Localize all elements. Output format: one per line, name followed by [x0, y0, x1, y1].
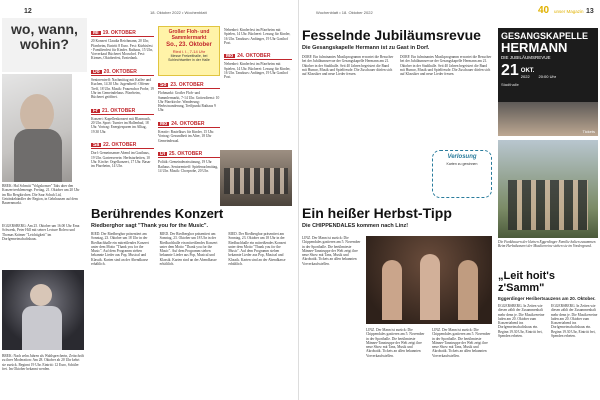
section-day: Mi: [93, 30, 99, 36]
events-column-1: [91, 28, 154, 170]
section-text: Flohmarkt: Großer Floh- und Sammlermarkt, 7-14 Uhr. Gottesdienst: 10 Uhr Pfarrkirche. Wanderung: Herbstwanderung, Treffpunkt Rathaus 9 Uhr.: [158, 91, 220, 113]
photo-man-guitar: [2, 74, 72, 182]
caption-brek-2-text: BREK: Nach zehn Jahren als Wahlsprecherin, Zeitschrift zu ihrer Moderation: Am 28. Oktober ab 20 Uhr kehrt sie zurück. Beginnt 19 Uhr. Eintritt: 12 Euro, Schüler frei. Im Oktober bekannt werden.: [2, 354, 84, 371]
herbst-article: [302, 206, 492, 229]
leit-subhead: Eggerdinger Heribertsauzens am 20. Oktober.: [498, 296, 596, 301]
section-date: 19. OKTOBER: [102, 30, 136, 36]
caption-brek-1-text: BREK: Hal Schmitt "Volgskonser" Taks uber den Konzertverklemenge. Freitag, 21. Oktober um 20 Uhr im Rio Bergkirchen. Die Saar Schuh Ltd, Getränkehändler der Region, in Gelnhausen auf dem Bauernmarkt.: [2, 184, 80, 206]
logo-label: unser Magazin: [554, 9, 584, 14]
poster-line3: DIE JUBILÄUMSREVUE: [501, 55, 551, 60]
stamp-line1: Verlosung: [447, 154, 477, 160]
herbst-col-1: [366, 328, 426, 358]
herbst-text: LINZ. Der Mann ist zurück: Die Chippendales gastieren am 5. November in der Sporthalle. Die berühmteste Männer-Tanztruppe der Welt zeigt ihre neue Show mit Tanz, Musik und Akrobatik. Tickets an allen bekannten Vorverkaufsstellen.: [302, 236, 361, 266]
leit-headline: „Leit hoit's z'Samm": [498, 270, 556, 294]
section-day: Mo: [226, 53, 234, 60]
section-header: [224, 53, 292, 60]
caption-brek-2: [2, 354, 84, 372]
poster-line2: HERMANN: [501, 40, 568, 55]
poster-date-row: [498, 61, 598, 81]
col-right-text-top: Nebenbei: Kinderfest im Pfarrheim mit Spielen, 14 Uhr. Bücherei: Lesung für Kinder, 16 Uhr. Tanzkurs: Anfänger, 19 Uhr Gasthof Post.: [224, 28, 291, 45]
poster-time: 20:00 Uhr: [538, 74, 557, 79]
revue-text-2: DORF. Ein fulminantes Musikprogramm erwartet die Besucher bei der Jubiläumsrevue der Gesangskapelle Hermann am 21. Oktober in der Stadthalle. Seit 40 Jahren begeistert die Band mit Humor, Musik und Spielfreude. Die Zuschauer dürfen sich auf Klassiker und neue Lieder freuen.: [400, 55, 492, 77]
right-header-date: Wochenblatt • 18. Oktober 2022: [316, 10, 373, 15]
section-header: [91, 30, 154, 37]
verlosung-stamp: [432, 150, 492, 198]
section-day: So: [160, 82, 167, 88]
section-date: 20. OKTOBER: [103, 68, 137, 75]
section-date: 24. OKTOBER: [171, 120, 205, 127]
herbst-body: [366, 328, 492, 358]
concert-article: [91, 206, 291, 229]
right-header: [302, 5, 600, 20]
section-text: Dorf: Gemeinsamer Abend im Gasthaus, 19 Uhr. Gartenverein: Herbstarbeiten, 10 Uhr. Kirche: Orgelkonzert, 17 Uhr. Basar im Pfarrheim, 14 Uhr.: [91, 151, 151, 169]
section-day: Di: [160, 150, 165, 157]
section-date: 25. OKTOBER: [169, 150, 203, 157]
page-fold: [298, 0, 299, 400]
photo-performer-stage: [2, 270, 84, 350]
section-date: 22. OKTOBER: [103, 142, 137, 149]
section-text: Konzert: Kapellenkonzert mit Blasmusik, 20 Uhr. Sport: Turnier im Hallenbad, 18 Uhr. Vortrag: Energiesparen im Alltag, 19.30 Uhr.: [91, 116, 151, 134]
section-header: [158, 121, 220, 128]
concert-text: RIED. Der Riedberghor präsentiert am Sonntag, 23. Oktober um 18 Uhr in der Riedbachhalle ein mitreißendes Konzert unter dem Motto "Thank you for the Music". Auf dem Programm stehen bekannte Lieder aus Pop, Musical und Klassik. Karten sind an der Abendkasse erhältlich.: [91, 232, 149, 267]
leit-text-2: EGGERSBERG. In Zeiten wie diesen zählt der Zusammenhalt mehr denn je. Die Musikvereine laden am 20. Oktober zum Konzertabend ins Dorfgemeinschaftshaus ein. Beginn 19.30 Uhr, Eintritt frei, Spenden erbeten.: [551, 304, 598, 339]
herbst-text-2: LINZ. Der Mann ist zurück: Die Chippendales gastieren am 5. November in der Sporthalle. Die berühmteste Männer-Tanztruppe der Welt zeigt ihre neue Show mit Tanz, Musik und Akrobatik. Tickets an allen bekannten Vorverkaufsstellen.: [366, 328, 425, 358]
section-text: 20 Konzert Claudia Reichmann, 20 Uhr, Pfarrheim, Eintritt 8 Euro. Fest: Kürbisfest - Familienfest für Kinder. Rathaus, 15 Uhr, Vorverkauf Bücherei Moosdorf. Fest: Kirmes, Oktoberfest, Erntedank.: [91, 39, 153, 61]
flohmarkt-ad: [158, 26, 220, 76]
poster-venue: Stadthalle: [501, 82, 519, 87]
revue-subhead: Die Gesangskapelle Hermann ist zu Gast in Dorf.: [302, 45, 430, 51]
section-header: [91, 108, 154, 115]
poster-month: OKT.: [520, 68, 535, 74]
section-date: 24. OKTOBER: [237, 53, 271, 60]
leit-col-2: [551, 304, 598, 338]
section-date: 21. OKTOBER: [102, 107, 136, 114]
revue-col-1: [302, 55, 394, 76]
right-page: [302, 0, 600, 400]
poster-ticket-label: Tickets: [582, 129, 595, 134]
photo-chippendales: [366, 236, 492, 324]
section-header: [91, 142, 154, 149]
herbst-text-3: LINZ. Der Mann ist zurück: Die Chippendales gastieren am 5. November in der Sporthalle. Die berühmteste Männer-Tanztruppe der Welt zeigt ihre neue Show mit Tanz, Musik und Akrobatik. Tickets an allen bekannten Vorverkaufsstellen.: [432, 328, 491, 358]
concert-text-2: RIED. Der Riedberghor präsentiert am Sonntag, 23. Oktober um 18 Uhr in der Riedbachhalle ein mitreißendes Konzert unter dem Motto "Thank you for the Music". Auf dem Programm stehen bekannte Lieder aus Pop, Musical und Klassik. Karten sind an der Abendkasse erhältlich.: [159, 232, 218, 267]
section-day: Mo: [160, 120, 168, 127]
flohmarkt-line5: Messe Freizeithalle, bei Schlechtwetter in der Halle: [168, 54, 210, 62]
poster-year: 2022: [520, 74, 530, 79]
photo-choir: [220, 150, 292, 206]
poster-line1: GESANGSKAPELLE: [501, 31, 589, 41]
hero-banner: [2, 18, 87, 72]
revue-col-2: [400, 55, 492, 76]
section-day: Sa: [93, 142, 100, 149]
concert-col-2: [160, 232, 223, 266]
gesangskapelle-poster: [498, 28, 598, 136]
revue-body: [302, 55, 492, 76]
revue-text: DORF. Ein fulminantes Musikprogramm erwartet die Besucher bei der Jubiläumsrevue der Gesangskapelle Hermann am 21. Oktober in der Stadthalle. Seit 40 Jahren begeistert die Band mit Humor, Musik und Spielfreude. Die Zuschauer dürfen sich auf Klassiker und neue Lieder freuen.: [302, 55, 394, 77]
section-day: Do: [93, 68, 100, 75]
hero-headline: wo, wann, wohin?: [11, 21, 78, 52]
left-page-number: 12: [24, 8, 32, 15]
concert-text-3: RIED. Der Riedberghor präsentiert am Sonntag, 23. Oktober um 18 Uhr in der Riedbachhalle ein mitreißendes Konzert unter dem Motto "Thank you for the Music". Auf dem Programm stehen bekannte Lieder aus Pop, Musical und Klassik. Karten sind an der Abendkasse erhältlich.: [228, 232, 287, 267]
revue-article: [302, 28, 492, 76]
left-page: [0, 0, 296, 400]
concert-subhead: Riedberghor sagt "Thank you for the Music".: [91, 223, 209, 229]
herbst-left-col: [302, 236, 362, 266]
leit-caption: Die Funkbauern der kleinen Eggerdinger Familie halten zusammen. Beim Herbstkonzert der Musikvereine stehen sie im Vordergrund.: [498, 240, 597, 249]
section-day: Fr: [93, 107, 98, 114]
section-header: [158, 82, 220, 89]
section-text: Seniorentreff: Nachmittag mit Kaffee und Kuchen, 14.30 Uhr. Jugendtreff: Offener Treff, 18 Uhr. Musik: Frauenchor Probe, 19 Uhr im Gemeindehaus. Pfarrheim, Bücherei geöffnet.: [91, 78, 154, 100]
right-page-number: 13: [586, 8, 594, 15]
herbst-subhead: Die CHIPPENDALES kommen nach Linz!: [302, 223, 409, 229]
herbst-headline: Ein heißer Herbst-Tipp: [302, 205, 452, 221]
leit-col-1: [498, 304, 545, 338]
flohmarkt-line4: Ried i. I., 7-14 Uhr: [172, 49, 206, 54]
events-column-2: [158, 80, 220, 174]
stamp-line2: Karten zu gewinnen: [446, 162, 478, 166]
section-header: [158, 151, 220, 158]
leit-article: [498, 270, 598, 338]
poster-date-meta: [521, 68, 535, 79]
leit-body: [498, 304, 598, 338]
left-header-date: 18. Oktober 2022 • Wochenblatt: [150, 10, 207, 15]
leit-text: EGGERSBERG. In Zeiten wie diesen zählt der Zusammenhalt mehr denn je. Die Musikvereine laden am 20. Oktober zum Konzertabend ins Dorfgemeinschaftshaus ein. Beginn 19.30 Uhr, Eintritt frei, Spenden erbeten.: [498, 304, 545, 339]
photo-musicians-group: [498, 140, 598, 238]
logo-badge: 40: [538, 5, 550, 16]
concert-body: [91, 232, 291, 266]
caption-eggersberg-text: EGGERSBERG: Am 25. Oktober um 16.00 Uhr Erna Schwenk, Peter Hill mit seiner Lecture Bolero und Thomas Krämer "Leichtigkeit" im Dorfgemeinschaftshaus.: [2, 224, 80, 241]
revue-headline: Fesselnde Jubiläumsrevue: [302, 27, 481, 43]
poster-day: 21: [501, 62, 519, 79]
flohmarkt-line2: Sammlermarkt: [171, 35, 207, 41]
flohmarkt-line3: So., 23. Oktober: [166, 42, 212, 48]
concert-col-3: [228, 232, 291, 266]
events-column-3: [224, 28, 292, 81]
caption-eggersberg: [2, 224, 84, 242]
flohmarkt-line1: Großer Floh- und: [168, 29, 210, 35]
concert-headline: Berührendes Konzert: [91, 206, 224, 221]
section-date: 23. OKTOBER: [170, 82, 204, 88]
section-text: Politik: Gemeinderatssitzung, 19 Uhr Rathaus. Seniorentreff: Spielenachmittag, 14 Uhr. Musik: Chorprobe, 20 Uhr.: [158, 160, 219, 173]
concert-col-1: [91, 232, 154, 266]
caption-brek-1: [2, 184, 84, 206]
section-header: [91, 69, 154, 76]
col-right-text: Nebenbei: Kinderfest im Pfarrheim mit Spielen, 14 Uhr. Bücherei: Lesung für Kinder, 16 Uhr. Tanzkurs: Anfänger, 19 Uhr Gasthof Post.: [224, 62, 291, 80]
section-text: Kreativ: Bastelkurs für Kinder, 15 Uhr. Vortrag: Gesundheit im Alter, 18 Uhr Gemeindesaal.: [158, 130, 215, 143]
herbst-col-2: [432, 328, 492, 358]
